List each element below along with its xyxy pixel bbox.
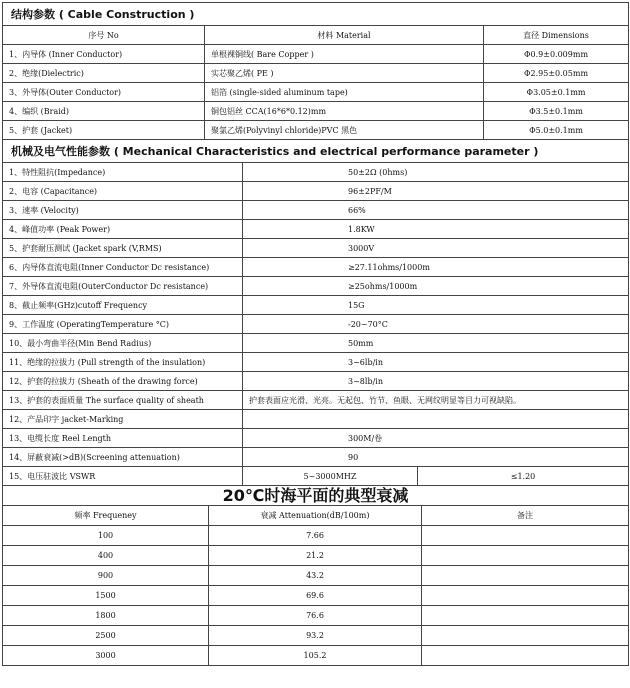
cable-spec-sheet [2,2,628,666]
header-material: 材料 Material [205,26,484,45]
header-frequency: 频率 Frequeney [3,506,209,526]
param-label: 12、产品印字 jacket-Marking [3,410,243,429]
param-value: 3~8lb/in [243,372,629,391]
param-value: 3000V [243,239,629,258]
param-row [3,296,629,315]
attenuation-cell: 105.2 [209,646,422,666]
attenuation-cell: 43.2 [209,566,422,586]
construction-row [3,121,629,140]
param-value: ≥27.11ohms/1000m [243,258,629,277]
frequency-cell: 2500 [3,626,209,646]
attenuation-row [3,626,629,646]
construction-material: 单根裸铜线( Bare Copper ) [205,45,484,64]
attenuation-cell: 7.66 [209,526,422,546]
param-value: 15G [243,296,629,315]
construction-no: 2、绝缘(Dielectric) [3,64,205,83]
construction-no: 3、外导体(Outer Conductor) [3,83,205,102]
param-label: 9、工作温度 (OperatingTemperature °C) [3,315,243,334]
param-label: 1、特性阻抗(Impedance) [3,163,243,182]
construction-material: 铜包铝丝 CCA(16*6*0.12)mm [205,102,484,121]
param-value: 90 [243,448,629,467]
construction-title: 结构参数 ( Cable Construction ) [3,3,629,26]
construction-dim: Φ2.95±0.05mm [484,64,629,83]
param-value: ≥25ohms/1000m [243,277,629,296]
param-value: 50mm [243,334,629,353]
param-value: 96±2PF/M [243,182,629,201]
vswr-label: 15、电压驻波比 VSWR [3,467,243,486]
param-row [3,448,629,467]
construction-dim: Φ0.9±0.009mm [484,45,629,64]
param-value: 66% [243,201,629,220]
attenuation-cell: 93.2 [209,626,422,646]
mechanical-table [2,139,629,486]
construction-no: 5、护套 (Jacket) [3,121,205,140]
param-label: 8、截止频率(GHz)cutoff Frequency [3,296,243,315]
param-label: 3、速率 (Velocity) [3,201,243,220]
attenuation-row [3,646,629,666]
construction-row [3,102,629,121]
param-value: 护套表面应光滑、光亮。无起包、竹节、鱼眼、无网纹明显等目力可视缺陷。 [243,391,629,410]
attenuation-row [3,586,629,606]
param-label: 12、护套的拉拔力 (Sheath of the drawing force) [3,372,243,391]
construction-material: 实芯聚乙烯( PE ) [205,64,484,83]
param-row [3,277,629,296]
vswr-row [3,467,629,486]
param-value [243,410,629,429]
frequency-cell: 900 [3,566,209,586]
param-row [3,220,629,239]
note-cell [422,646,629,666]
frequency-cell: 3000 [3,646,209,666]
note-cell [422,546,629,566]
construction-dim: Φ3.05±0.1mm [484,83,629,102]
vswr-range: 5~3000MHZ [243,467,418,486]
construction-dim: Φ3.5±0.1mm [484,102,629,121]
param-row [3,410,629,429]
param-value: 300M/卷 [243,429,629,448]
note-cell [422,626,629,646]
param-row [3,391,629,410]
header-attenuation: 衰减 Attenuation(dB/100m) [209,506,422,526]
note-cell [422,606,629,626]
param-row [3,315,629,334]
param-row [3,429,629,448]
construction-dim: Φ5.0±0.1mm [484,121,629,140]
param-label: 10、最小弯曲半径(Min Bend Radius) [3,334,243,353]
attenuation-cell: 21.2 [209,546,422,566]
note-cell [422,526,629,546]
header-dimensions: 直径 Dimensions [484,26,629,45]
note-cell [422,586,629,606]
attenuation-row [3,606,629,626]
param-value: 50±2Ω (0hms) [243,163,629,182]
frequency-cell: 1800 [3,606,209,626]
param-row [3,334,629,353]
param-row [3,372,629,391]
construction-row [3,64,629,83]
frequency-cell: 100 [3,526,209,546]
attenuation-cell: 76.6 [209,606,422,626]
param-row [3,239,629,258]
param-row [3,163,629,182]
note-cell [422,566,629,586]
header-note: 备注 [422,506,629,526]
header-no: 序号 No [3,26,205,45]
param-value: 3~6lb/in [243,353,629,372]
attenuation-cell: 69.6 [209,586,422,606]
attenuation-table [2,485,629,666]
param-value: 1.8KW [243,220,629,239]
param-row [3,353,629,372]
construction-row [3,83,629,102]
attenuation-title: 20℃时海平面的典型衰减 [3,486,629,506]
param-label: 11、绝缘的拉拔力 (Pull strength of the insulation) [3,353,243,372]
param-label: 13、护套的表面质量 The surface quality of sheath [3,391,243,410]
param-label: 2、电容 (Capacitance) [3,182,243,201]
param-label: 6、内导体直流电阻(Inner Conductor Dc resistance) [3,258,243,277]
construction-table [2,2,629,140]
mechanical-title: 机械及电气性能参数 ( Mechanical Characteristics and electrical performance parameter ) [3,140,629,163]
param-row [3,258,629,277]
param-row [3,182,629,201]
construction-no: 4、编织 (Braid) [3,102,205,121]
construction-no: 1、内导体 (Inner Conductor) [3,45,205,64]
frequency-cell: 400 [3,546,209,566]
attenuation-row [3,546,629,566]
frequency-cell: 1500 [3,586,209,606]
param-label: 14、屏蔽衰减(>dB)(Screening attenuation) [3,448,243,467]
attenuation-row [3,566,629,586]
param-label: 5、护套耐压测试 (Jacket spark (V,RMS) [3,239,243,258]
vswr-value: ≤1.20 [418,467,629,486]
construction-material: 聚氯乙烯(Polyvinyl chloride)PVC 黑色 [205,121,484,140]
construction-material: 铝箔 (single-sided aluminum tape) [205,83,484,102]
param-label: 7、外导体直流电阻(OuterConductor Dc resistance) [3,277,243,296]
attenuation-row [3,526,629,546]
param-label: 13、电缆长度 Reel Length [3,429,243,448]
param-row [3,201,629,220]
param-value: -20~70°C [243,315,629,334]
param-label: 4、峰值功率 (Peak Power) [3,220,243,239]
construction-row [3,45,629,64]
